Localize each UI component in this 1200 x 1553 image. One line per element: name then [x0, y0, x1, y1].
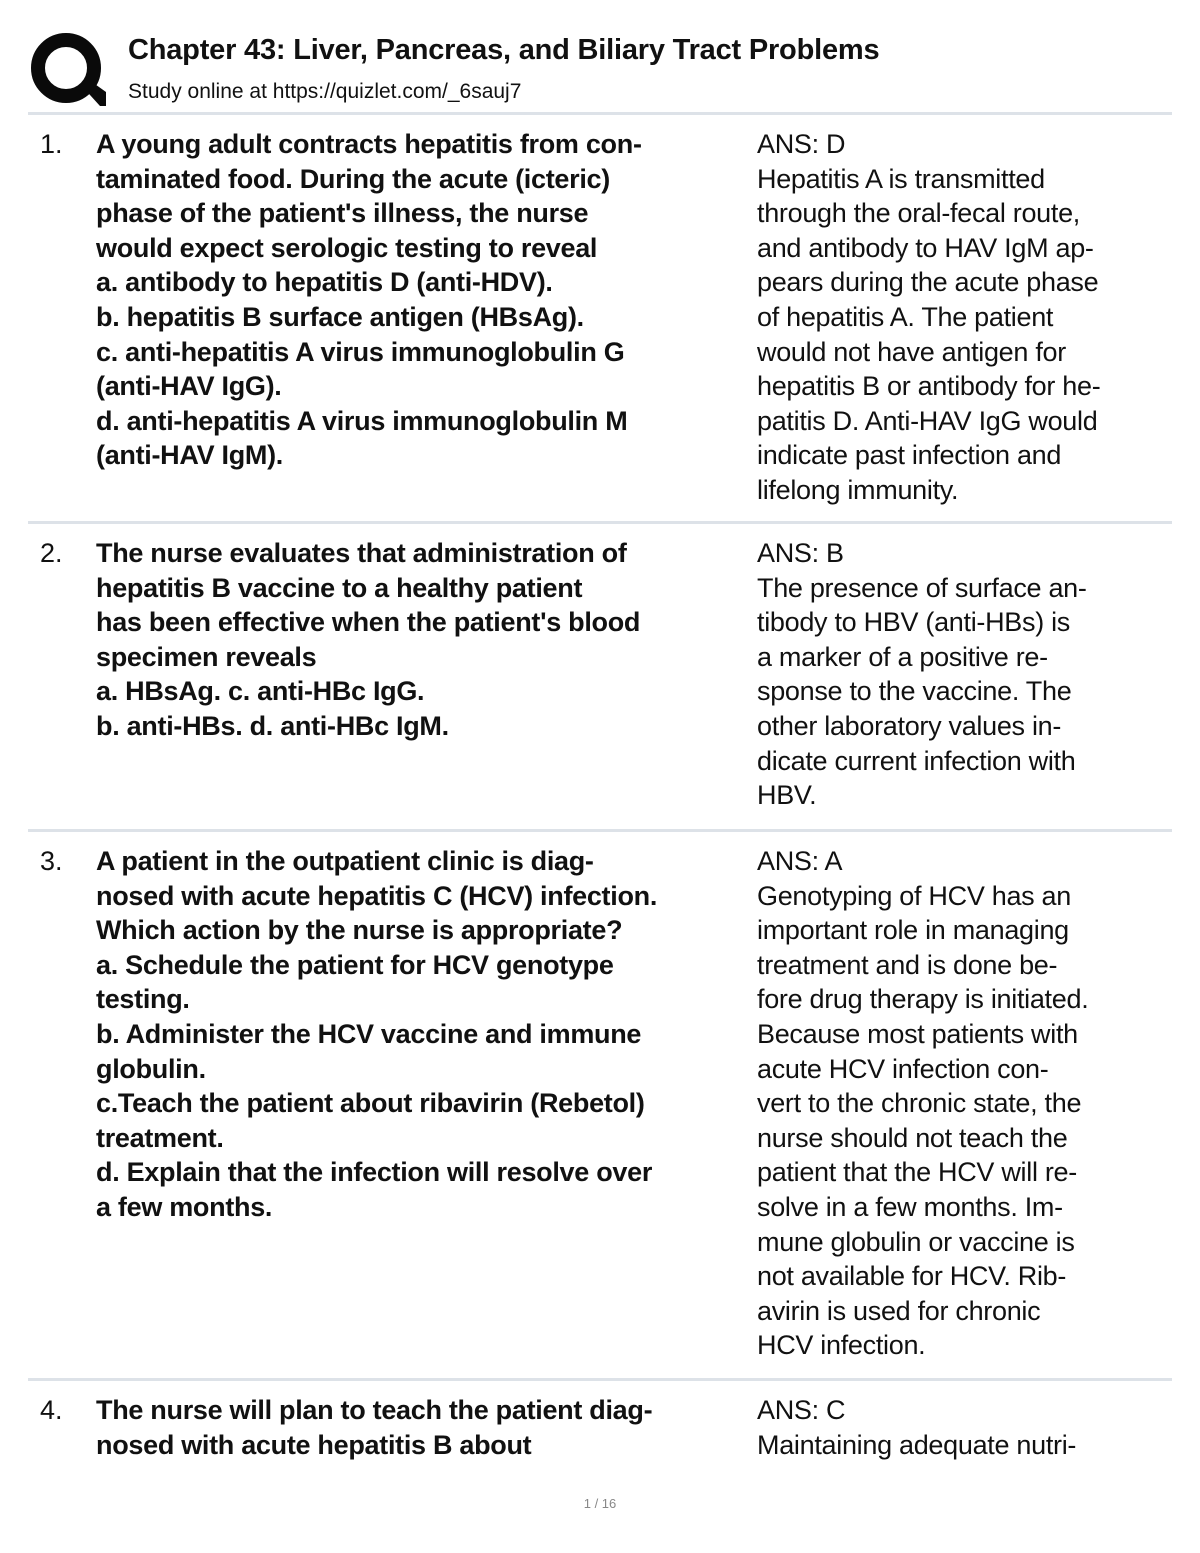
card-question: A patient in the outpatient clinic is diag- nosed with acute hepatitis C (HCV) infection. Which action by the nurse is appropriate? a. Schedule the patient for HCV genotype testing. b. Administer the HCV vaccine and immune globulin. c.Teach the patient about ribavirin (Rebetol) treatment. d. Explain that the infection will resolve over a few months. — [96, 846, 658, 1222]
card-question: The nurse evaluates that administration of hepatitis B vaccine to a healthy patient has been effective when the patient's blood specimen reveals a. HBsAg. c. anti-HBc IgG. b. anti-HBs. d. anti-HBc IgM. — [96, 538, 641, 741]
divider — [28, 521, 1172, 524]
card-answer: ANS: B The presence of surface an- tibody to HBV (anti-HBs) is a marker of a positive re- sponse to the vaccine. The other laboratory values in- dicate current infection with HBV. — [757, 538, 1087, 811]
card-number: 4. — [40, 1395, 63, 1425]
card-answer: ANS: A Genotyping of HCV has an important role in managing treatment and is done be- fore drug therapy is initiated. Because most patients with acute HCV infection con- vert to the chronic state, the nurse should not teach the patient that the HCV will re- solve in a few months. Im- mune globulin or vaccine is not available for HCV. Rib- avirin is used for chronic HCV infection. — [757, 846, 1089, 1361]
card-question: The nurse will plan to teach the patient diag- nosed with acute hepatitis B about — [96, 1395, 653, 1460]
card-number: 3. — [40, 846, 63, 876]
divider — [28, 112, 1172, 115]
card-answer: ANS: D Hepatitis A is transmitted through the oral-fecal route, and antibody to HAV IgM ap- pears during the acute phase of hepatitis A. The patient would not have antigen for hepatitis B or antibody for he- patitis D. Anti-HAV IgG would indicate past infection and lifelong immunity. — [757, 129, 1101, 505]
page-header — [28, 28, 1172, 112]
card-number: 2. — [40, 538, 63, 568]
quizlet-logo-icon[interactable] — [30, 32, 106, 108]
divider — [28, 1378, 1172, 1381]
page-title: Chapter 43: Liver, Pancreas, and Biliary Tract Problems — [128, 34, 880, 66]
card-answer: ANS: C Maintaining adequate nutri- — [757, 1395, 1077, 1460]
study-online-link[interactable]: Study online at https://quizlet.com/_6sauj7 — [128, 80, 522, 103]
card-number: 1. — [40, 129, 63, 159]
card-question: A young adult contracts hepatitis from con- taminated food. During the acute (icteric) phase of the patient's illness, the nurse would expect serologic testing to reveal a. antibody to hepatitis D (anti-HDV). b. hepatitis B surface antigen (HBsAg). c. anti-hepatitis A virus immunoglobulin G (anti-HAV IgG). d. anti-hepatitis A virus immunoglobulin M (anti-HAV IgM). — [96, 129, 642, 471]
page-number: 1 / 16 — [583, 1496, 617, 1511]
divider — [28, 829, 1172, 832]
